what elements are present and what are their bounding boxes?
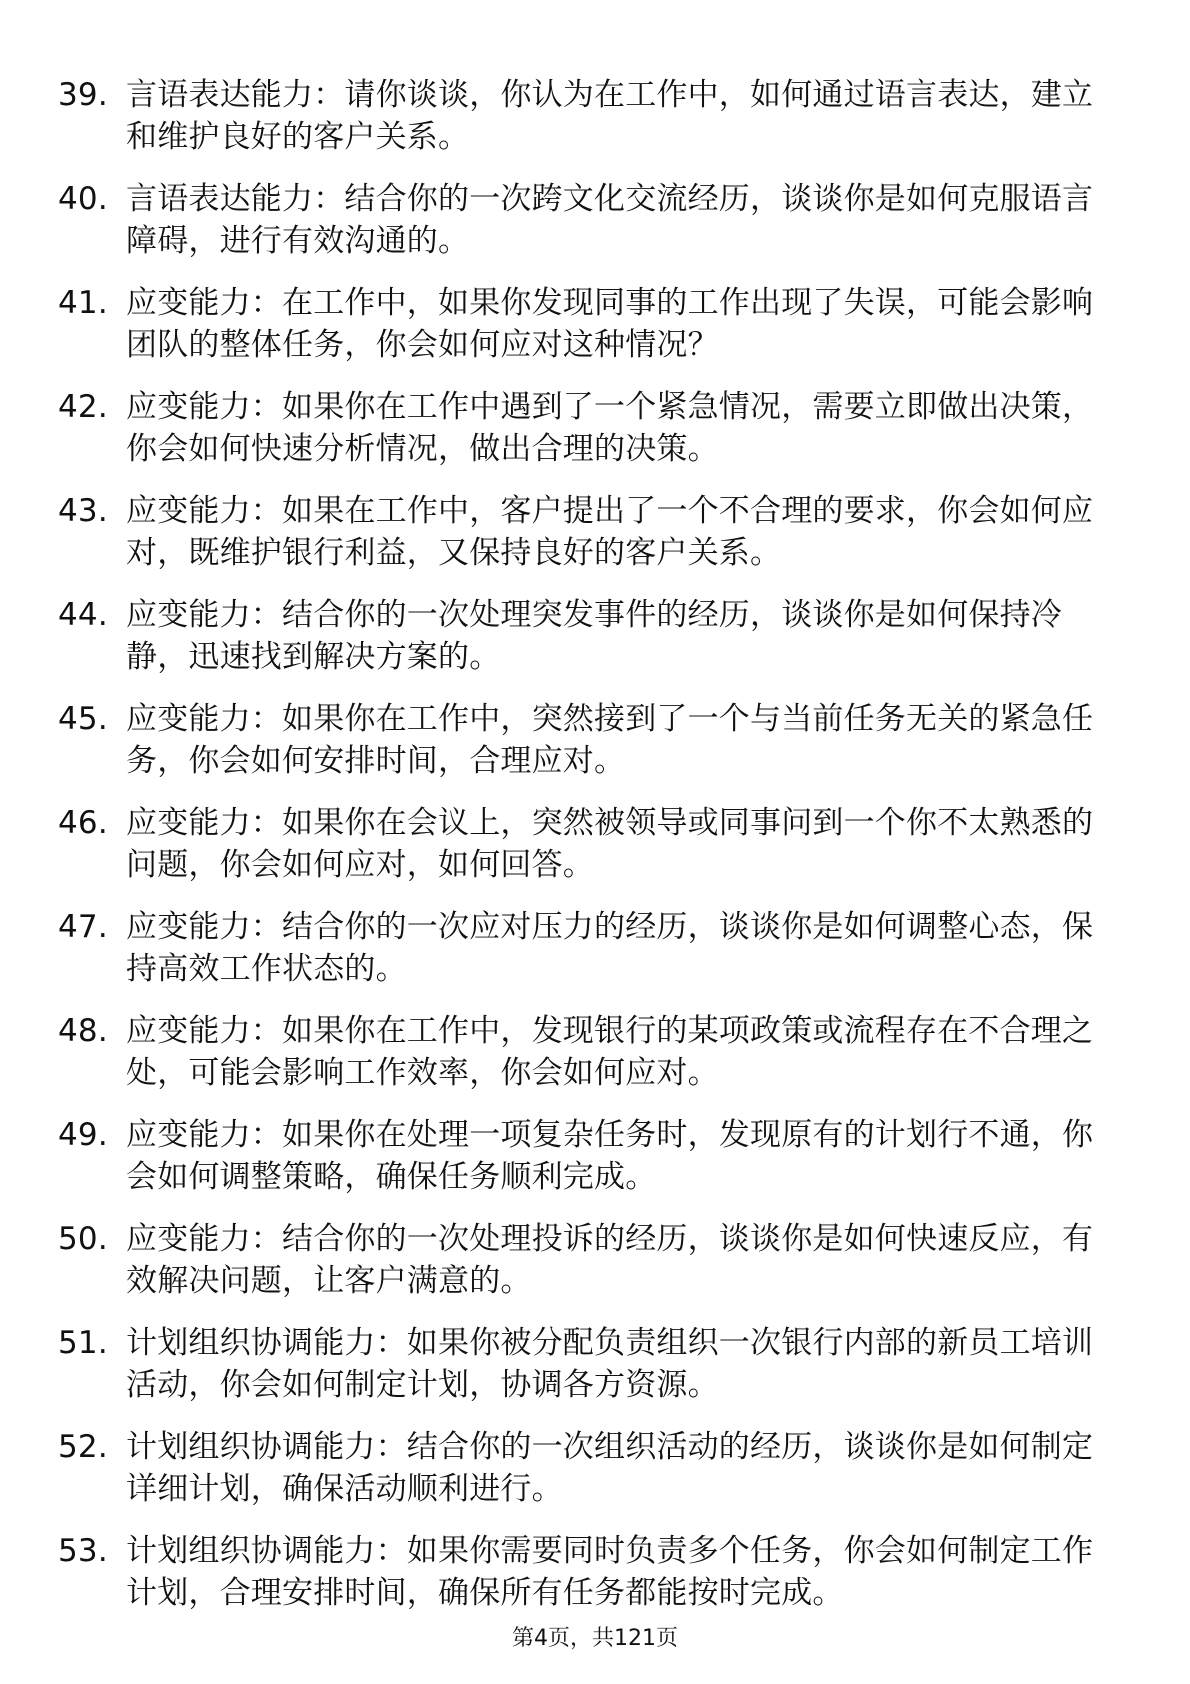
question-text: 应变能力：如果你在处理一项复杂任务时，发现原有的计划行不通，你会如何调整策略，确保任务顺利完成。 (126, 1117, 1094, 1195)
question-list (58, 74, 1118, 1634)
question-item (58, 1530, 1118, 1614)
question-number: 48. (58, 1013, 108, 1049)
question-number: 44. (58, 597, 108, 633)
question-text: 应变能力：在工作中，如果你发现同事的工作出现了失误，可能会影响团队的整体任务，你会如何应对这种情况？ (126, 285, 1094, 363)
question-number: 45. (58, 701, 108, 737)
question-item (58, 1322, 1118, 1406)
question-text: 言语表达能力：请你谈谈，你认为在工作中，如何通过语言表达，建立和维护良好的客户关系。 (126, 77, 1094, 155)
page-number-footer: 第4页，共121页 (512, 1626, 678, 1651)
question-text: 计划组织协调能力：结合你的一次组织活动的经历，谈谈你是如何制定详细计划，确保活动顺利进行。 (126, 1429, 1094, 1507)
question-number: 47. (58, 909, 108, 945)
question-item (58, 594, 1118, 678)
question-text: 应变能力：结合你的一次处理投诉的经历，谈谈你是如何快速反应，有效解决问题，让客户满意的。 (126, 1221, 1094, 1299)
question-item (58, 74, 1118, 158)
question-number: 52. (58, 1429, 108, 1465)
question-text: 应变能力：如果你在工作中，发现银行的某项政策或流程存在不合理之处，可能会影响工作效率，你会如何应对。 (126, 1013, 1094, 1091)
question-item (58, 386, 1118, 470)
question-item (58, 698, 1118, 782)
question-item (58, 1426, 1118, 1510)
question-number: 42. (58, 389, 108, 425)
question-item (58, 1114, 1118, 1198)
question-number: 39. (58, 77, 108, 113)
question-number: 49. (58, 1117, 108, 1153)
question-number: 40. (58, 181, 108, 217)
question-item (58, 906, 1118, 990)
question-text: 应变能力：结合你的一次应对压力的经历，谈谈你是如何调整心态，保持高效工作状态的。 (126, 909, 1094, 987)
question-number: 53. (58, 1533, 108, 1569)
question-number: 46. (58, 805, 108, 841)
question-text: 计划组织协调能力：如果你被分配负责组织一次银行内部的新员工培训活动，你会如何制定计划，协调各方资源。 (126, 1325, 1094, 1403)
question-number: 43. (58, 493, 108, 529)
question-text: 应变能力：结合你的一次处理突发事件的经历，谈谈你是如何保持冷静，迅速找到解决方案的。 (126, 597, 1062, 675)
question-text: 计划组织协调能力：如果你需要同时负责多个任务，你会如何制定工作计划，合理安排时间，确保所有任务都能按时完成。 (126, 1533, 1094, 1611)
question-item (58, 282, 1118, 366)
question-item (58, 490, 1118, 574)
question-item (58, 802, 1118, 886)
question-text: 应变能力：如果在工作中，客户提出了一个不合理的要求，你会如何应对，既维护银行利益，又保持良好的客户关系。 (126, 493, 1094, 571)
question-number: 50. (58, 1221, 108, 1257)
question-item (58, 1010, 1118, 1094)
question-item (58, 178, 1118, 262)
question-text: 应变能力：如果你在工作中遇到了一个紧急情况，需要立即做出决策，你会如何快速分析情况，做出合理的决策。 (126, 389, 1094, 467)
question-number: 41. (58, 285, 108, 321)
question-text: 言语表达能力：结合你的一次跨文化交流经历，谈谈你是如何克服语言障碍，进行有效沟通的。 (126, 181, 1094, 259)
question-number: 51. (58, 1325, 108, 1361)
question-text: 应变能力：如果你在会议上，突然被领导或同事问到一个你不太熟悉的问题，你会如何应对，如何回答。 (126, 805, 1094, 883)
question-item (58, 1218, 1118, 1302)
question-text: 应变能力：如果你在工作中，突然接到了一个与当前任务无关的紧急任务，你会如何安排时间，合理应对。 (126, 701, 1094, 779)
